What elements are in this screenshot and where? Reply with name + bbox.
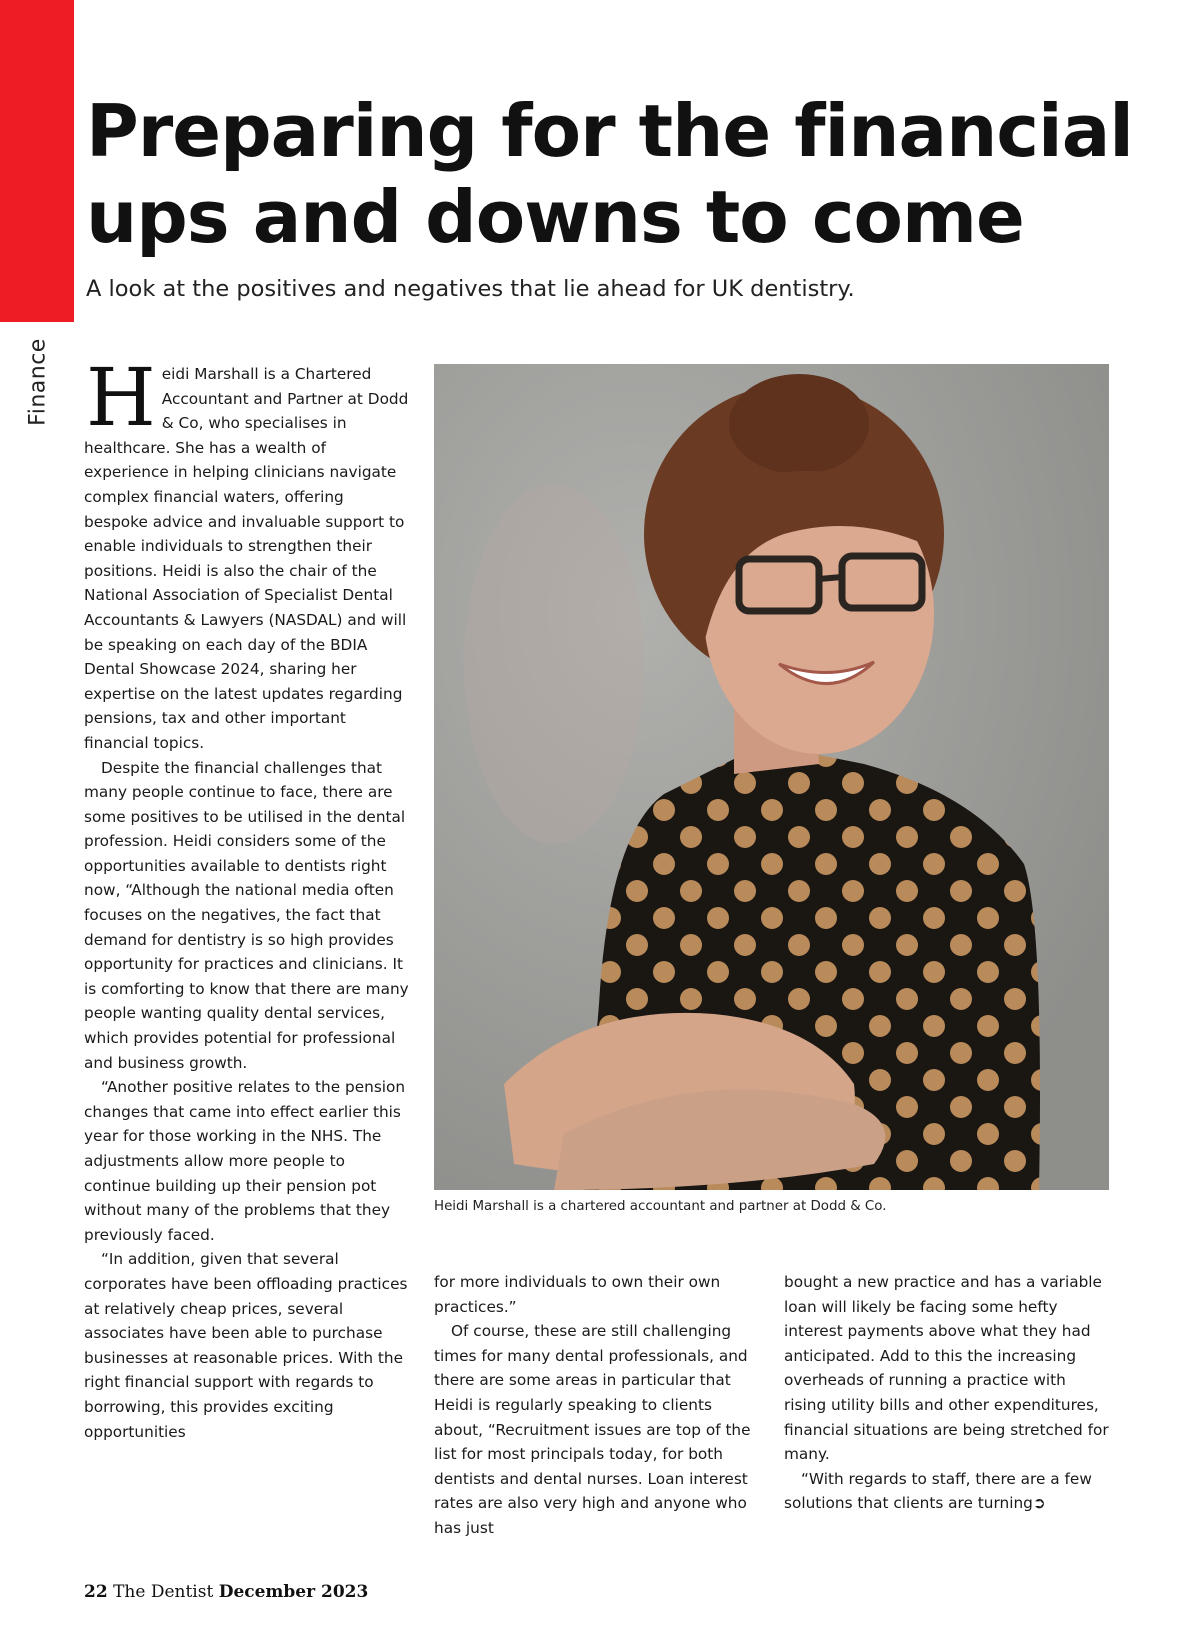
article-paragraph: “Another positive relates to the pension changes that came into effect earlier this year for those working in the NHS. The adjustments allow more people to continue building up their pension pot without many of the problems that they previously faced.: [84, 1078, 406, 1244]
page-number: 22: [84, 1582, 108, 1602]
article-paragraph: Heidi Marshall is a Chartered Accountant and Partner at Dodd & Co, who specialises in healthcare. She has a wealth of experience in helping clinicians navigate complex financial waters, offering bespoke advice and invaluable support to enable individuals to strengthen their positions. Heidi is also the chair of the National Association of Specialist Dental Accountants & Lawyers (NASDAL) and will be speaking on each day of the BDIA Dental Showcase 2024, sharing her expertise on the latest updates regarding pensions, tax and other important financial topics.: [84, 351, 409, 752]
continue-arrow-icon: ➲: [1032, 1494, 1046, 1513]
portrait-photo: [434, 364, 1109, 1190]
article-column-1: [84, 351, 410, 1444]
article-paragraph: “In addition, given that several corporates have been offloading practices at relatively cheap prices, several associates have been able to purchase businesses at reasonable prices. With the right financial support with regards to borrowing, this provides exciting opportunities: [84, 1250, 408, 1441]
article-paragraph: “With regards to staff, there are a few solutions that clients are turning➲: [784, 1469, 1092, 1513]
photo-caption: Heidi Marshall is a chartered accountant and partner at Dodd & Co.: [434, 1199, 887, 1214]
headline: Preparing for the financial ups and downs to come: [86, 89, 1133, 259]
article-paragraph: Despite the financial challenges that many people continue to face, there are some positives to be utilised in the dental profession. Heidi considers some of the opportunities available to dentists right now, “Although the national media often focuses on the negatives, the fact that demand for dentistry is so high provides opportunity for practices and clinicians. It is comforting to know that there are many people wanting quality dental services, which provides potential for professional and business growth.: [84, 758, 409, 1072]
issue-date: December 2023: [218, 1582, 369, 1602]
portrait-illustration: [434, 364, 1109, 1190]
section-label: Finance: [25, 338, 51, 426]
standfirst: A look at the positives and negatives that lie ahead for UK dentistry.: [86, 276, 855, 302]
drop-cap: H: [86, 351, 156, 444]
article-column-3: [784, 1270, 1112, 1516]
article-paragraph: bought a new practice and has a variable loan will likely be facing some hefty interest payments above what they had anticipated. Add to this the increasing overheads of running a practice with rising utility bills and other expenditures, financial situations are being stretched for many.: [784, 1273, 1109, 1464]
page-footer: [84, 1582, 368, 1602]
article-paragraph: Of course, these are still challenging times for many dental professionals, and there are some areas in particular that Heidi is regularly speaking to clients about, “Recruitment issues are top of the list for most principals today, for both dentists and dental nurses. Loan interest rates are also very high and anyone who has just: [434, 1322, 751, 1537]
article-paragraph: for more individuals to own their own practices.”: [434, 1273, 721, 1316]
publication-name: The Dentist: [113, 1582, 214, 1602]
section-color-bar: [0, 0, 74, 322]
article-column-2: [434, 1270, 762, 1541]
